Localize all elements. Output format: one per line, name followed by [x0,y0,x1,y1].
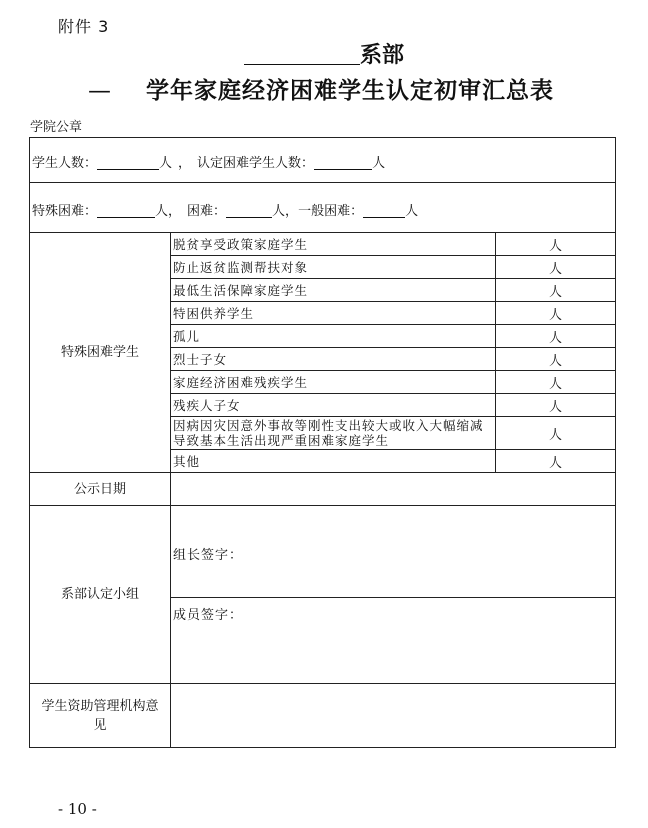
category-row: 特困供养学生 [171,302,496,325]
unit-text: 人 [159,156,173,171]
student-count-line [32,152,385,171]
category-unit: 人 [496,348,615,371]
student-count-row [30,138,615,183]
difficulty-line [32,200,418,219]
category-unit: 人 [496,256,615,279]
general-blank [363,203,405,218]
special-label: 特殊困难： [32,204,98,219]
unit-text: 人， [155,204,182,219]
category-unit: 人 [496,417,615,450]
category-unit: 人 [496,233,615,256]
students-blank [97,155,159,170]
unit-text: 人 [372,156,386,171]
category-row: 防止返贫监测帮扶对象 [171,256,496,279]
year-dash: — [88,78,112,104]
category-row: 烈士子女 [171,348,496,371]
category-unit: 人 [548,456,562,471]
special-students-section [30,233,615,473]
difficulty-level-row [30,183,615,233]
funding-office-opinion-label: 学生资助管理机构意见 [30,684,171,747]
identified-label: 认定困难学生人数： [197,156,315,171]
title-line-1 [0,38,648,69]
member-sign-cell[interactable] [171,598,615,684]
attachment-label: 附件 3 [58,17,110,36]
leader-sign-label: 组长签字： [173,548,244,563]
publicity-date-row [30,473,615,506]
unit-text: 人 [405,204,419,219]
category-unit: 人 [496,302,615,325]
category-row: 孤儿 [171,325,496,348]
category-row: 家庭经济困难残疾学生 [171,371,496,394]
category-row: 脱贫享受政策家庭学生 [171,233,496,256]
category-unit: 人 [496,279,615,302]
publicity-date-label: 公示日期 [30,473,171,505]
title-suffix: 系部 [359,43,404,68]
title-text: 学年家庭经济困难学生认定初审汇总表 [146,78,554,104]
page-title [88,72,554,105]
category-row: 最低生活保障家庭学生 [171,279,496,302]
category-row: 其他 [171,450,496,473]
special-students-label: 特殊困难学生 [30,233,171,472]
seal-label: 学院公章 [30,120,83,135]
member-sign-label: 成员签字： [173,608,244,623]
summary-form-table [29,137,616,748]
category-unit: 人 [496,371,615,394]
difficult-label: 困难： [187,204,227,219]
special-blank [97,203,155,218]
leader-sign-cell[interactable] [171,506,615,598]
category-unit: 人 [496,394,615,417]
students-label: 学生人数： [32,156,98,171]
committee-label: 系部认定小组 [30,506,171,683]
department-blank [244,42,360,65]
category-unit: 人 [496,325,615,348]
category-row: 因病因灾因意外事故等刚性支出较大或收入大幅缩减导致基本生活出现严重困难家庭学生 [171,417,496,450]
identified-blank [314,155,372,170]
category-row: 残疾人子女 [171,394,496,417]
page-number: - 10 - [58,800,97,818]
funding-office-opinion-row [30,684,615,747]
general-label: 一般困难： [298,204,364,219]
unit-text: 人， [272,204,299,219]
difficult-blank [226,203,272,218]
comma-text: ， [178,156,192,171]
committee-section [30,506,615,684]
